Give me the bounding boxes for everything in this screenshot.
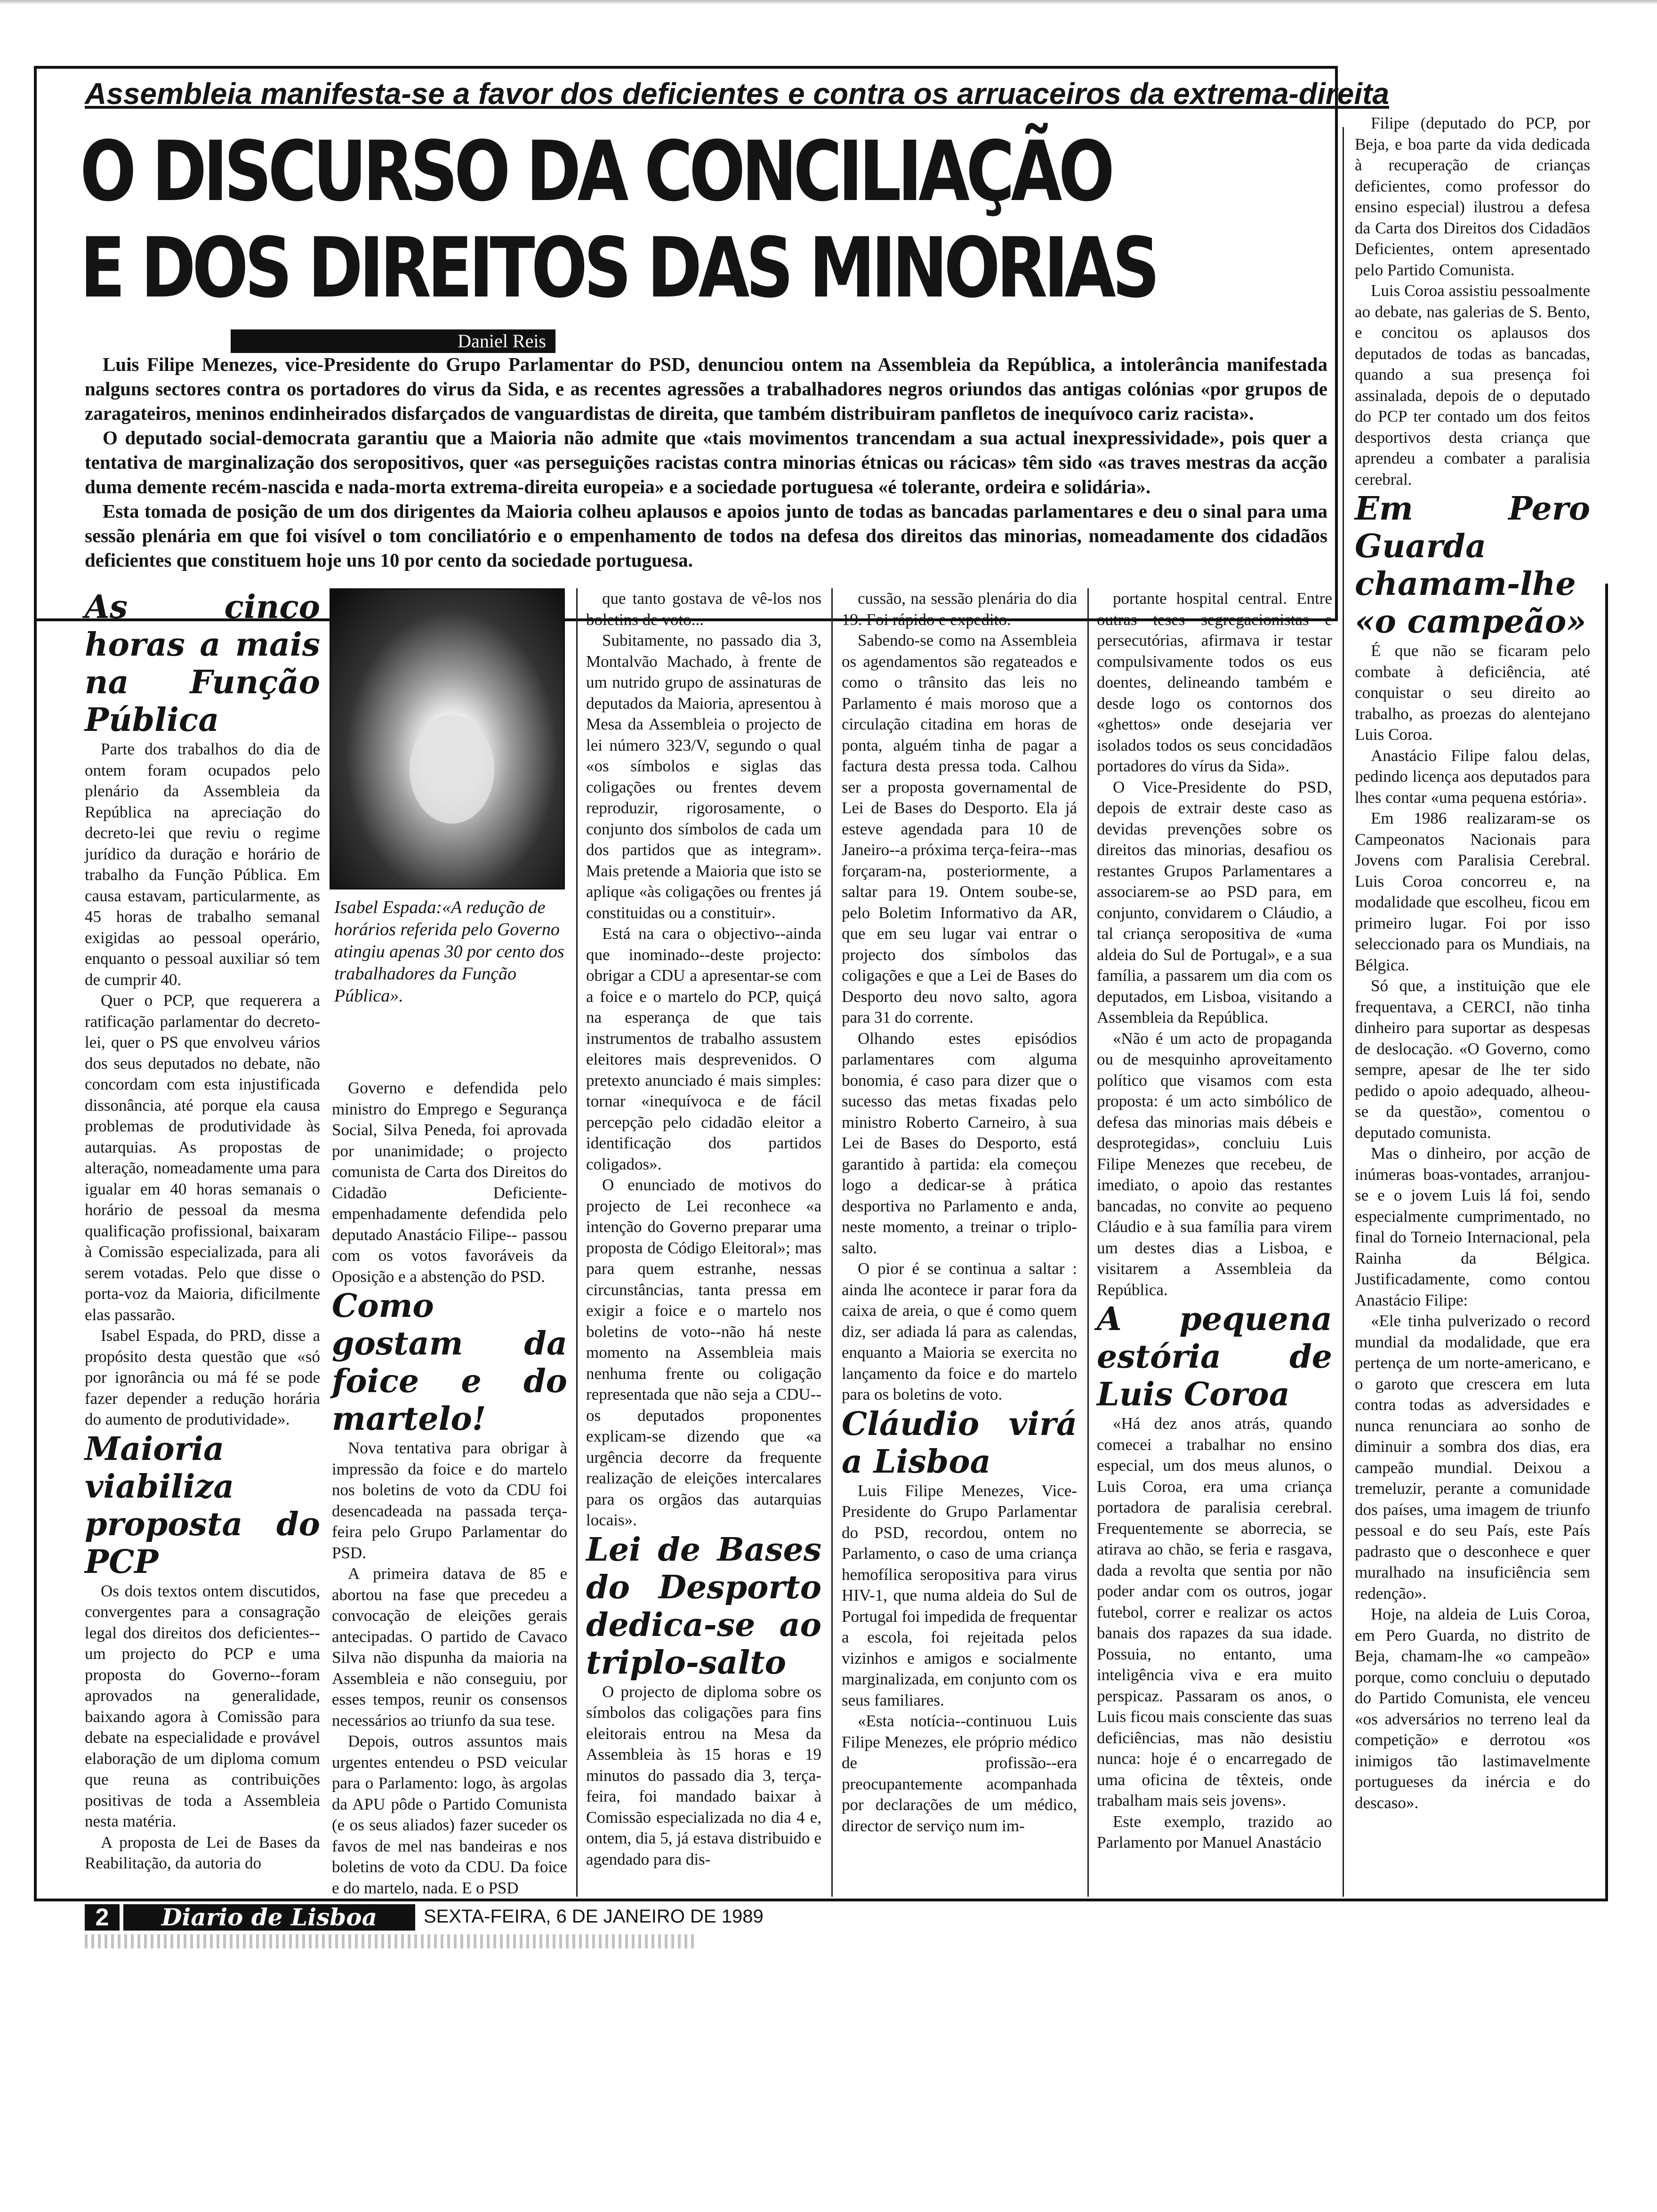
paragraph: A primeira datava de 85 e abortou na fase que precedeu a convocação de eleições gerais antecipadas. O partido de Cavaco Silva não dispunha da maioria na Assembleia e não conseguiu, por esses tempos, reunir os consensos necessários ao triunfo da sua tese. <box>332 1564 567 1730</box>
lead-p1: Luis Filipe Menezes, vice-Presidente do Grupo Parlamentar do PSD, denunciou ontem na Assembleia da República, a intolerância manifestada nalguns sectores contra os portadores do virus da Sida, e as recentes agressões a trabalhadores negros oriundos das antigas colónias «por grupos de zaragateiros, meninos endinheirados disfarçados de vanguardistas de direita, que também distribuiram panfletos de inequívoco cariz racista». <box>85 353 1327 424</box>
paragraph: Isabel Espada, do PRD, disse a propósito desta questão que «só por ignorância ou má fé se pode fazer depender a redução horária do aumento de produtividade». <box>85 1326 320 1428</box>
paragraph: Em 1986 realizaram-se os Campeonatos Nacionais para Jovens com Paralisia Cerebral. Luis Coroa concorreu e, na modalidade que escolheu, ficou em primeiro lugar. Foi por isso seleccionado para os Mundiais, na Bélgica. <box>1355 809 1590 974</box>
paragraph: Luis Coroa assistiu pessoalmente ao debate, nas galerias de S. Bento, e concitou os aplausos dos deputados de todas as bancadas, quando a sua presença foi assinalada, depois de o deputado do PCP ter contado um dos feitos desportivos desta criança que aprendeu a combater a paralisia cerebral. <box>1355 281 1590 489</box>
subheading: Cláudio virá a Lisboa <box>842 1405 1077 1481</box>
lead-p3: Esta tomada de posição de um dos dirigentes da Maioria colheu aplausos e apoios junto de todas as bancadas parlamentares e deu o sinal para uma sessão plenária em que foi visível o tom conciliatório e o empenhamento de todos na defesa dos direitos das minorias, nomeadamente dos cidadãos deficientes que constituem hoje uns 10 por cento da sociedade portuguesa. <box>85 500 1327 571</box>
paragraph: Hoje, na aldeia de Luis Coroa, em Pero Guarda, no distrito de Beja, chamam-lhe «o campeão» porque, como concluiu o deputado do Partido Comunista, ele venceu «os adversários no terreno leal da competição» e derrotou «os inimigos tão lastimavelmente portugueses da inércia e do descaso». <box>1355 1605 1590 1812</box>
paragraph: Olhando estes episódios parlamentares com alguma bonomia, é caso para dizer que o sucesso das metas fixadas pelo ministro Roberto Carneiro, à sua Lei de Bases do Desporto, está garantido à partida: ela começou logo a dedicar-se à prática desportiva no Parlamento e anda, neste momento, a treinar o triplo-salto. <box>842 1029 1077 1257</box>
paragraph: «Não é um acto de propaganda ou de mesquinho aproveitamento político que visamos com esta proposta: é um acto simbólico de defesa das minorias mais débeis e desprotegidas», concluiu Luis Filipe Menezes que recebeu, de imediato, o apoio das restantes bancadas, no convite ao pequeno Cláudio e à sua família para virem um destes dias a Lisboa, e visitarem a Assembleia da República. <box>1097 1029 1332 1299</box>
lead-p2: O deputado social-democrata garantiu que a Maioria não admite que «tais movimentos trancendam a sua actual inexpressividade», pois quer a tentativa de marginalização dos seropositivos, quer «as perseguições racistas contra minorias étnicas ou rácicas» têm sido «as traves mestras da acção duma demente recém-nascida e nada-morta extrema-direita europeia» e a sociedade portuguesa «é tolerante, ordeira e solidária». <box>85 427 1327 497</box>
page-number: 2 <box>85 1904 120 1931</box>
column-rule <box>1087 588 1089 1897</box>
column-4 <box>842 588 1077 1836</box>
column-rule <box>576 588 578 1897</box>
issue-date: SEXTA-FEIRA, 6 DE JANEIRO DE 1989 <box>424 1906 764 1927</box>
paragraph: O Vice-Presidente do PSD, depois de extrair deste caso as devidas prevenções sobre os direitos das minorias, desafiou os restantes Grupos Parlamentares a associarem-se ao PSD para, em conjunto, convidarem o Cláudio, a tal criança seropositiva de «uma aldeia do Sul de Portugal», e a sua família, a passarem um dia com os deputados, em Lisboa, visitando a Assembleia da República. <box>1097 777 1332 1026</box>
column-6 <box>1355 113 1590 1813</box>
paragraph: O projecto de diploma sobre os símbolos das coligações para fins eleitorais entrou na Mesa da Assembleia às 15 horas e 19 minutos do passado dia 3, terça-feira, foi mandado baixar à Comissão especializada no dia 4 e, ontem, dia 5, já estava distribuido e agendado para dis- <box>586 1682 821 1868</box>
headline-line-2: E DOS DIREITOS DAS MINORIAS <box>80 220 1157 316</box>
paragraph: Subitamente, no passado dia 3, Montalvão Machado, à frente de um nutrido grupo de assinaturas de deputados da Maioria, apresentou à Mesa da Assembleia o projecto de lei número 323/V, segundo o qual «os símbolos e siglas das coligações ou frentes devem reproduzir, rigorosamente, o conjunto dos símbolos de cada um dos partidos que as integram». Mais pretende a Maioria que isto se aplique «às coligações ou frentes já constituidas ou a constituir». <box>586 631 821 922</box>
lead-paragraph <box>85 352 1327 572</box>
paragraph: portante hospital central. Entre outras teses segregacionistas e persecutórias, afirmava ir testar compulsivamente todos os eus doentes, delineando também e desde logo os contornos dos «ghettos» onde desejaria ver isolados todos os seus concidadãos portadores do vírus da Sida». <box>1097 589 1332 775</box>
paragraph: Depois, outros assuntos mais urgentes entendeu o PSD veicular para o Parlamento: logo, às argolas da APU pôde o Partido Comunista (e os seus aliados) fazer suceder os favos de mel nas bandeiras e nos boletins de voto da CDU. Da foice e do martelo, nada. E o PSD <box>332 1732 567 1897</box>
paragraph: Nova tentativa para obrigar à impressão da foice e do martelo nos boletins de voto da CDU foi desencadeada na passada terça-feira pelo Grupo Parlamentar do PSD. <box>332 1439 567 1562</box>
subheading: Maioria viabiliza proposta do PCP <box>85 1430 320 1581</box>
paragraph: Está na cara o objectivo--ainda que inominado--deste projecto: obrigar a CDU a apresentar-se com a foice e o martelo do PCP, quiçá na esperança de que tais instrumentos de trabalho assustem eleitores mais desprevenidos. O pretexto anunciado é mais simples: tornar «inequívoca e de fácil percepção pelo cidadão eleitor a identificação dos partidos coligados». <box>586 924 821 1173</box>
paragraph: Mas o dinheiro, por acção de inúmeras boas-vontades, arranjou-se e o jovem Luis lá foi, sendo especialmente cumprimentado, no final do Torneio Internacional, pela Rainha da Bélgica. Justificadamente, como contou Anastácio Filipe: <box>1355 1144 1590 1309</box>
portrait-face <box>410 715 494 824</box>
subheading: Em Pero Guarda chamam-lhe «o campeão» <box>1355 490 1590 641</box>
column-rule <box>831 588 833 1897</box>
subheading: Lei de Bases do Desporto dedica-se ao triplo-salto <box>586 1531 821 1682</box>
kicker: Assembleia manifesta-se a favor dos deficientes e contra os arruaceiros da extrema-direita <box>85 77 1389 111</box>
photo-caption: Isabel Espada:«A redução de horários referida pelo Governo atingiu apenas 30 por cento dos trabalhadores da Função Pública». <box>334 898 564 1006</box>
top-edge <box>0 0 1657 5</box>
headline-line-1: O DISCURSO DA CONCILIAÇÃO <box>80 123 1111 220</box>
subheading: As cinco horas a mais na Função Pública <box>85 588 320 739</box>
subheading: A pequena estória de Luis Coroa <box>1097 1300 1332 1413</box>
paragraph: O pior é se continua a saltar : ainda lhe acontece ir parar fora da caixa de areia, o que é como quem diz, ser adiada lá para as calendas, enquanto a Maioria se exercita no lançamento da foice e do martelo para os boletins de voto. <box>842 1259 1077 1403</box>
paragraph: Só que, a instituição que ele frequentava, a CERCI, não tinha dinheiro para suportar as despesas de deslocação. «O Governo, como sempre, apesar de lhe ter sido pedido o apoio adequado, alheou-se da questão», comentou o deputado comunista. <box>1355 977 1590 1142</box>
paragraph: A proposta de Lei de Bases da Reabilitação, da autoria do <box>85 1833 320 1872</box>
paragraph: É que não se ficaram pelo combate à deficiência, até conquistar o seu direito ao trabalho, as proezas do alentejano Luis Coroa. <box>1355 641 1590 744</box>
byline: Daniel Reis <box>231 329 555 353</box>
headline <box>80 123 1157 316</box>
paragraph: que tanto gostava de vê-los nos boletins de voto... <box>586 589 821 629</box>
paragraph: Luis Filipe Menezes, Vice-Presidente do Grupo Parlamentar do PSD, recordou, ontem no Parlamento, o caso de uma criança hemofílica seropositiva para virus HIV-1, que numa aldeia do Sul de Portugal foi impedida de frequentar a escola, foi rejeitada pelos vizinhos e amigos e socialmente marginalizada, em conjunto com os seus familiares. <box>842 1481 1077 1709</box>
paragraph: Sabendo-se como na Assembleia os agendamentos são regateados e como o trânsito das leis no Parlamento é mais moroso que a circulação citadina em horas de ponta, alguém tinha de pagar a factura desta pressa toda. Calhou ser a proposta governamental de Lei de Bases do Desporto. Ela já esteve agendada para 10 de Janeiro--a próxima terça-feira--mas forçaram-na, posteriormente, a saltar para 19. Ontem soube-se, pelo Boletim Informativo da AR, que em seu lugar vai entrar o projecto dos símbolos das coligações e que a Lei de Bases do Desporto deu novo salto, agora para 31 do corrente. <box>842 631 1077 1026</box>
paragraph: Parte dos trabalhos do dia de ontem foram ocupados pelo plenário da Assembleia da República na apreciação do decreto-lei que reviu o regime jurídico da duração e horário de trabalho da Função Pública. Em causa estavam, particularmente, as 45 horas de trabalho semanal exigidas ao pessoal operário, enquanto o pessoal auxiliar só tem de cumprir 40. <box>85 740 320 989</box>
paragraph: Os dois textos ontem discutidos, convergentes para a consagração legal dos direitos dos deficientes-- um projecto do PCP e uma proposta do Governo--foram aprovados na generalidade, baixando agora à Comissão para debate na especialidade e provável elaboração de um diploma comum que reuna as contribuições positivas de toda a Assembleia nesta matéria. <box>85 1581 320 1830</box>
paragraph: Este exemplo, trazido ao Parlamento por Manuel Anastácio <box>1097 1812 1332 1851</box>
column-1 <box>85 588 320 1874</box>
column-rule <box>1343 127 1344 1897</box>
paragraph: Anastácio Filipe falou delas, pedindo licença aos deputados para lhes contar «uma pequena estória». <box>1355 746 1590 807</box>
column-5 <box>1097 588 1332 1853</box>
subheading: Como gostam da foice e do martelo! <box>332 1287 567 1438</box>
paragraph: «Ele tinha pulverizado o record mundial da modalidade, que era pertença de um norte-americano, e o garoto que crescera em luta contra todas as adversidades e nunca renunciara ao sonho de diminuir a sombra dos dias, era campeão mundial. Deixou a tremeluzir, perante a comunidade dos países, uma imagem de triunfo pessoal e do seu País, este País padrasto que o desconhece e quer muralhado na insuficiência sem redenção». <box>1355 1312 1590 1603</box>
column-2 <box>332 1078 567 1899</box>
paragraph: Filipe (deputado do PCP, por Beja, e boa parte da vida dedicada à recuperação de crianças deficientes, como professor do ensino especial) ilustrou a defesa da Carta dos Direitos dos Cidadãos Deficientes, ontem apresentado pelo Partido Comunista. <box>1355 114 1590 279</box>
paragraph: «Há dez anos atrás, quando comecei a trabalhar no ensino especial, um dos meus alunos, o Luis Coroa, era uma criança portadora de paralisia cerebral. Frequentemente se aborrecia, se atirava ao chão, se feria e rasgava, dada a revolta que sentia por não poder andar com os outros, jogar futebol, correr e realizar os actos banais dos rapazes da sua idade. Possuia, no entanto, uma inteligência viva e era muito perspicaz. Passaram os anos, o Luis ficou mais consciente das suas deficiências, mas não desistiu nunca: hoje é o encarregado de uma oficina de têxteis, onde trabalham mais seis jovens». <box>1097 1414 1332 1810</box>
column-3 <box>586 588 821 1870</box>
paragraph: Quer o PCP, que requerera a ratificação parlamentar do decreto-lei, quer o PS que envolveu vários dos seus deputados no debate, não concordam com esta injustificada dissonância, até porque ela causa problemas de produtividade às autarquias. As propostas de alteração, nomeadamente uma para igualar em 40 horas semanais o horário de pessoal da mesma qualificação profissional, baixaram à Comissão especializada, para ali serem votadas. Pelo que disse o porta-voz da Maioria, dificilmente elas passarão. <box>85 991 320 1324</box>
paragraph: O enunciado de motivos do projecto de Lei reconhece «a intenção do Governo preparar uma proposta de Código Eleitoral»; mas para quem estranhe, nessas circunstâncias, tanta pressa em exigir a foice e o martelo nos boletins de voto--não há neste momento na Assembleia mais nenhuma frente ou coligação representada que não seja a CDU-- os deputados proponentes explicam-se dizendo que «a urgência decorre da frequente realização de eleições intercalares para os orgãos das autarquias locais». <box>586 1176 821 1529</box>
paragraph: «Esta notícia--continuou Luis Filipe Menezes, ele próprio médico de profissão--era preocupantemente acompanhada por declarações de um médico, director de serviço num im- <box>842 1712 1077 1835</box>
scan-margin-marks <box>85 1934 697 1948</box>
paragraph: Governo e defendida pelo ministro do Emprego e Segurança Social, Silva Peneda, foi aprovada por unanimidade; o projecto comunista de Carta dos Direitos do Cidadão Deficiente-empenhadamente defendida pelo deputado Anastácio Filipe-- passou com os votos favoráveis da Oposição e a abstenção do PSD. <box>332 1079 567 1286</box>
newspaper-logo: Diario de Lisboa <box>123 1904 415 1931</box>
paragraph: cussão, na sessão plenária do dia 19. Foi rápido e expedito. <box>842 589 1077 629</box>
